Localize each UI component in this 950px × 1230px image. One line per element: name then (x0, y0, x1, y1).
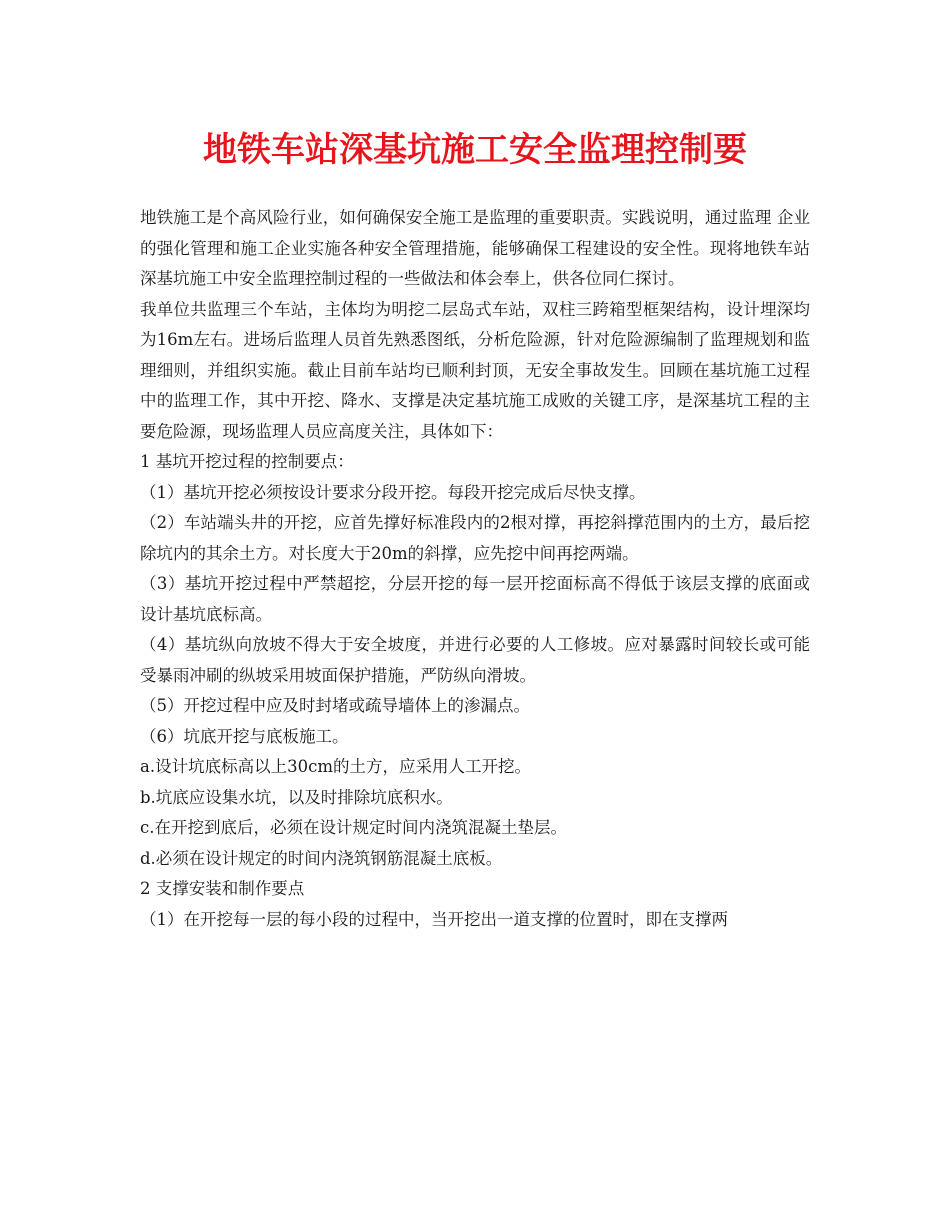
list-item: （3）基坑开挖过程中严禁超挖，分层开挖的每一层开挖面标高不得低于该层支撑的底面或设计基坑底标高。 (140, 574, 810, 624)
list-item: （4）基坑纵向放坡不得大于安全坡度，并进行必要的人工修坡。应对暴露时间较长或可能受暴雨冲刷的纵坡采用坡面保护措施，严防纵向滑坡。 (140, 635, 810, 685)
paragraph-intro: 地铁施工是个高风险行业，如何确保安全施工是监理的重要职责。实践说明，通过监理 企业 的强化管理和施工企业实施各种安全管理措施，能够确保工程建设的安全性。现将地铁车站深基坑施工中安全监理控制过程的一些做法和体会奉上，供各位同仁探讨。 (140, 208, 810, 288)
list-item: （1）在开挖每一层的每小段的过程中，当开挖出一道支撑的位置时，即在支撑两 (140, 909, 728, 929)
paragraph-overview: 我单位共监理三个车站，主体均为明挖二层岛式车站，双柱三跨箱型框架结构，设计埋深均为16m左右。进场后监理人员首先熟悉图纸，分析危险源，针对危险源编制了监理规划和监理细则，并组织实施。截止目前车站均已顺利封顶，无安全事故发生。回顾在基坑施工过程中的监理工作，其中开挖、降水、支撑是决定基坑施工成败的关键工序，是深基坑工程的主要危险源，现场监理人员应高度关注，具体如下： (140, 299, 810, 441)
sub-list-item: d.必须在设计规定的时间内浇筑钢筋混凝土底板。 (140, 848, 503, 868)
list-item: （6）坑底开挖与底板施工。 (140, 726, 349, 746)
sub-list-item: b.坑底应设集水坑，以及时排除坑底积水。 (140, 787, 453, 807)
list-item: （2）车站端头井的开挖，应首先撑好标准段内的2根对撑，再挖斜撑范围内的土方，最后挖除坑内的其余土方。对长度大于20m的斜撑，应先挖中间再挖两端。 (140, 513, 810, 563)
sub-list-item: c.在开挖到底后，必须在设计规定时间内浇筑混凝土垫层。 (140, 818, 567, 837)
list-item: （1）基坑开挖必须按设计要求分段开挖。每段开挖完成后尽快支撑。 (140, 482, 646, 502)
document-title: 地铁车站深基坑施工安全监理控制要 (203, 130, 747, 170)
section-heading-support: 2 支撑安装和制作要点 (140, 879, 305, 898)
section-heading-excavation: 1 基坑开挖过程的控制要点： (140, 452, 354, 471)
list-item: （5）开挖过程中应及时封堵或疏导墙体上的渗漏点。 (140, 696, 530, 715)
document-body (140, 203, 810, 935)
sub-list-item: a.设计坑底标高以上30cm的土方，应采用人工开挖。 (140, 757, 531, 776)
